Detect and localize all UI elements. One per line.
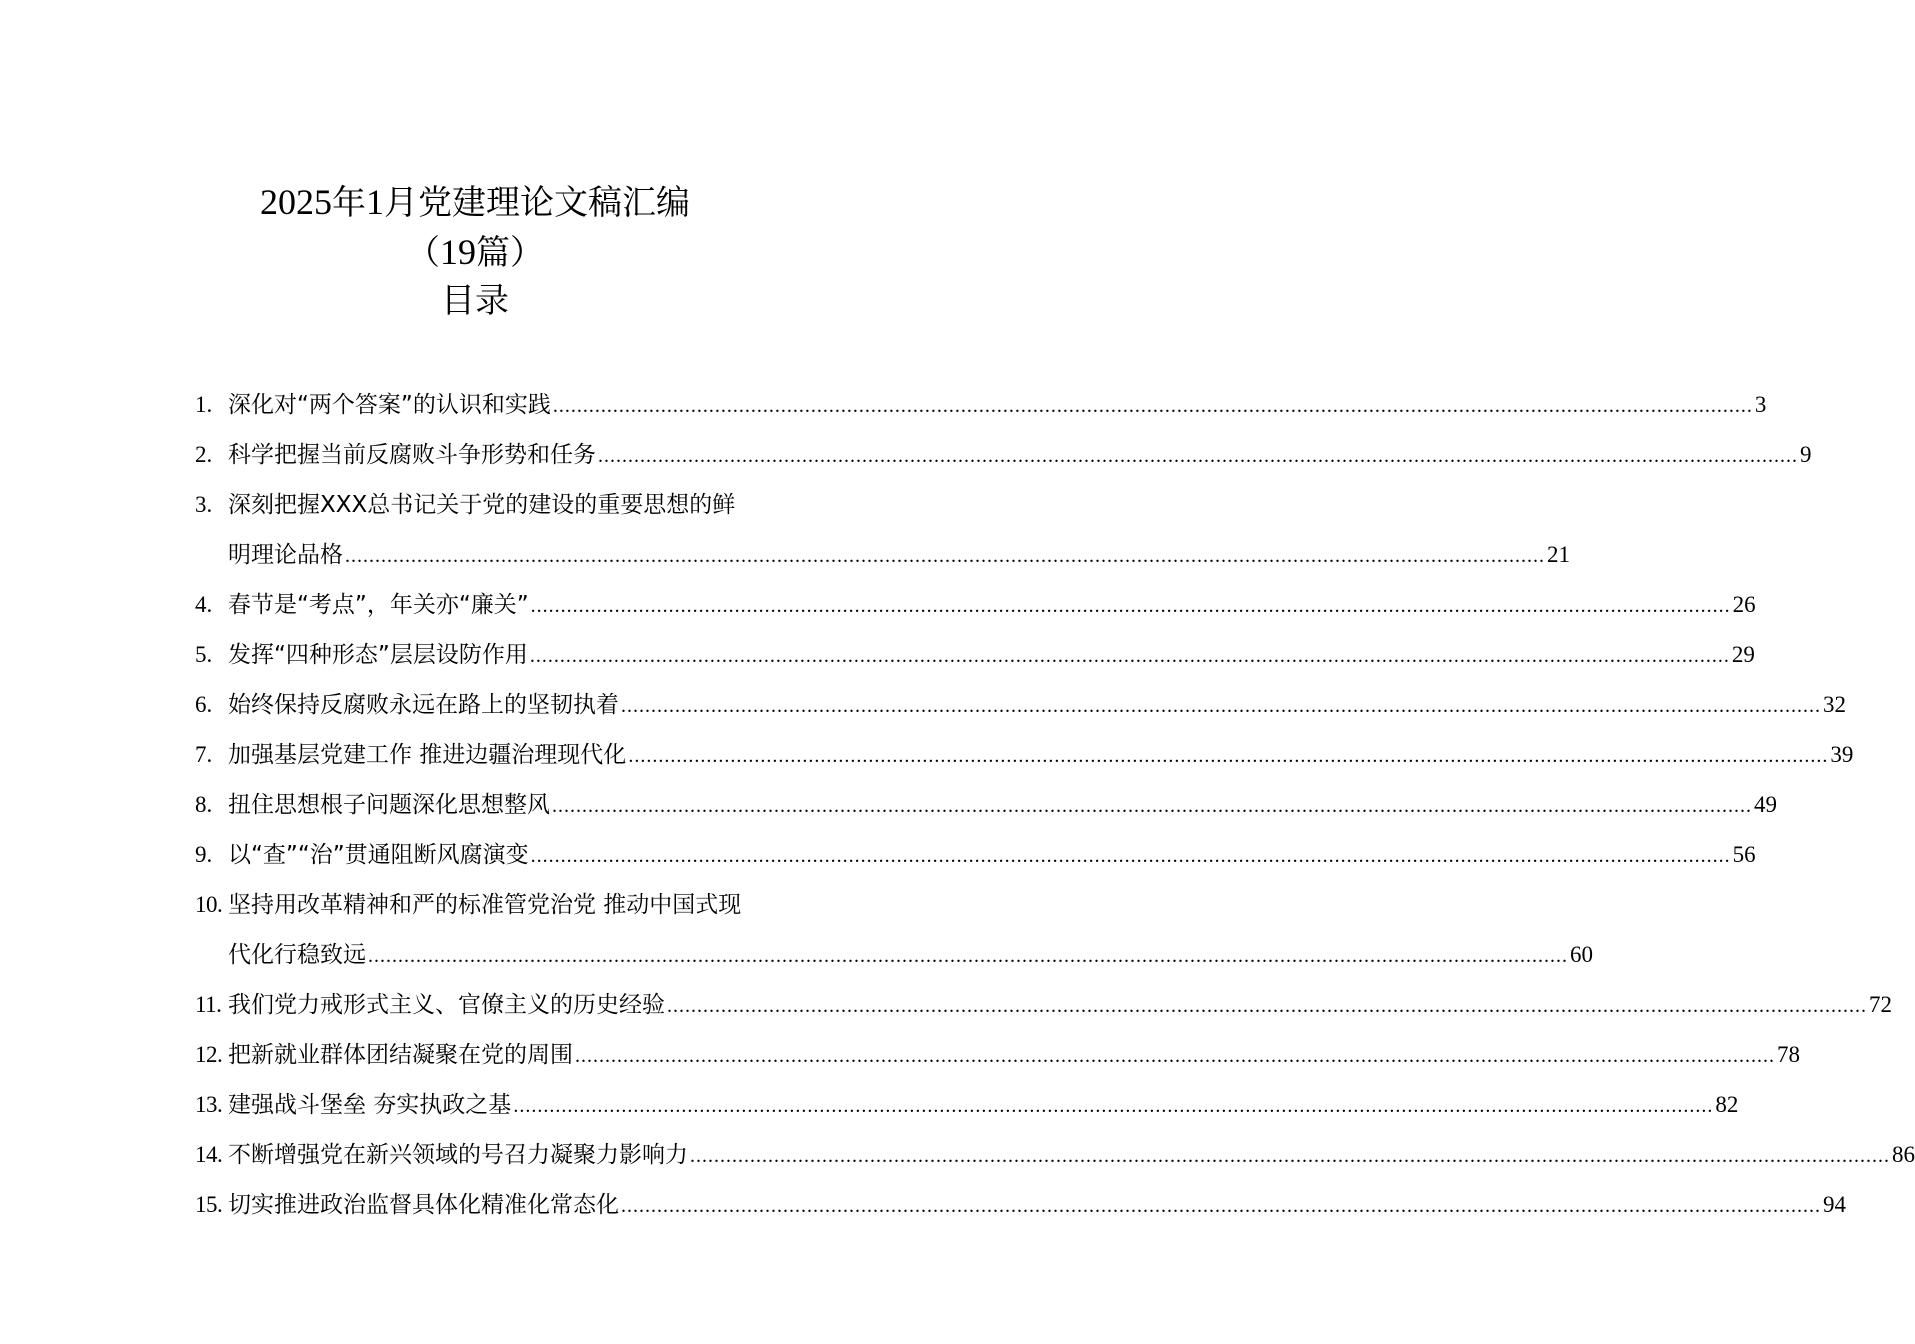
toc-entry-line xyxy=(195,980,1892,1030)
toc-entry[interactable] xyxy=(195,730,1854,780)
toc-entry-line xyxy=(195,1080,1739,1130)
toc-entry-number: 1. xyxy=(195,392,213,417)
toc-page-number: 56 xyxy=(1732,842,1756,867)
toc-entry-number: 12. xyxy=(195,1042,223,1067)
toc-entry-line xyxy=(195,480,805,530)
toc-entry-title: 坚持用改革精神和严的标准管党治党 推动中国式现 xyxy=(228,892,742,918)
toc-page-number: 32 xyxy=(1823,692,1846,717)
toc-entry[interactable] xyxy=(195,1030,1800,1080)
toc-page-number: 26 xyxy=(1732,592,1756,617)
toc-page-number: 72 xyxy=(1869,992,1892,1017)
toc-dot-leader: ........................................................................................................................................................................................................ xyxy=(667,995,1867,1017)
toc-entry[interactable] xyxy=(195,630,1755,680)
toc-dot-leader: ........................................................................................................................................................................................................ xyxy=(598,445,1798,467)
toc-entry-line xyxy=(195,1030,1800,1080)
toc-page-number: 60 xyxy=(1570,942,1593,967)
toc-heading: 目录 xyxy=(441,281,509,321)
toc-dot-leader: ........................................................................................................................................................................................................ xyxy=(621,695,1821,717)
toc-entry-number: 9. xyxy=(195,842,213,867)
toc-entry-line xyxy=(195,580,1756,630)
toc-entry-line xyxy=(195,430,1812,480)
toc-entry-number: 4. xyxy=(195,592,213,617)
toc-entry-number: 7. xyxy=(195,742,213,767)
title-year: 2025 xyxy=(260,182,332,222)
toc-entry[interactable] xyxy=(195,1130,1915,1180)
toc-dot-leader: ........................................................................................................................................................................................................ xyxy=(530,845,1731,867)
subtitle-count: 19 xyxy=(440,232,476,272)
toc-entry-line xyxy=(195,780,1777,830)
toc-entry-number: 14. xyxy=(195,1142,223,1167)
document-subtitle xyxy=(0,232,950,273)
toc-page-number: 39 xyxy=(1830,742,1854,767)
toc-entry-line xyxy=(195,1130,1915,1180)
toc-entry-number: 3. xyxy=(195,492,213,517)
toc-dot-leader: ........................................................................................................................................................................................................ xyxy=(529,645,1730,667)
toc-entry-title: 深刻把握XXX总书记关于党的建设的重要思想的鲜 xyxy=(228,492,736,518)
toc-dot-leader: ........................................................................................................................................................................................................ xyxy=(628,745,1829,767)
toc-dot-leader: ........................................................................................................................................................................................................ xyxy=(513,1095,1714,1117)
toc-dot-leader: ........................................................................................................................................................................................................ xyxy=(552,795,1752,817)
toc-entry[interactable] xyxy=(195,780,1777,830)
toc-entry-line xyxy=(195,1180,1846,1230)
toc-dot-leader: ........................................................................................................................................................................................................ xyxy=(575,1045,1775,1067)
toc-entry-number: 11. xyxy=(195,992,222,1017)
toc-entry-title: 始终保持反腐败永远在路上的坚韧执着 xyxy=(228,692,619,718)
toc-entry-title: 把新就业群体团结凝聚在党的周围 xyxy=(228,1042,573,1068)
toc-entry-line xyxy=(195,880,805,930)
subtitle-open-paren: （ xyxy=(406,233,440,273)
toc-dot-leader: ........................................................................................................................................................................................................ xyxy=(368,945,1568,967)
toc-entry-title: 扭住思想根子问题深化思想整风 xyxy=(228,792,550,818)
toc-page-number: 78 xyxy=(1777,1042,1800,1067)
toc-entry-line xyxy=(195,830,1756,880)
toc-entry[interactable] xyxy=(195,830,1756,880)
toc-entry[interactable] xyxy=(195,1180,1846,1230)
toc-page-number: 49 xyxy=(1754,792,1777,817)
toc-entry-title: 春节是“考点”，年关亦“廉关” xyxy=(228,592,529,618)
toc-entry[interactable] xyxy=(195,680,1846,730)
toc-entry-title: 深化对“两个答案”的认识和实践 xyxy=(228,392,551,418)
toc-entry-number: 10. xyxy=(195,892,223,917)
toc-entry-number: 13. xyxy=(195,1092,223,1117)
toc-entry[interactable] xyxy=(195,580,1756,630)
toc-entry-title: 科学把握当前反腐败斗争形势和任务 xyxy=(228,442,596,468)
toc-entry-number: 8. xyxy=(195,792,213,817)
toc-entry-title: 发挥“四种形态”层层设防作用 xyxy=(228,642,528,668)
toc-entry-line xyxy=(195,930,1593,980)
toc-dot-leader: ........................................................................................................................................................................................................ xyxy=(621,1195,1821,1217)
toc-entry-title: 切实推进政治监督具体化精准化常态化 xyxy=(228,1192,619,1218)
toc-entry-line xyxy=(195,680,1846,730)
title-year-suffix: 年 xyxy=(332,183,366,223)
toc-entry-title: 代化行稳致远 xyxy=(228,942,366,968)
toc-entry-title: 明理论品格 xyxy=(228,542,343,568)
toc-dot-leader: ........................................................................................................................................................................................................ xyxy=(690,1145,1890,1167)
toc-page-number: 86 xyxy=(1892,1142,1915,1167)
toc-entry[interactable] xyxy=(195,430,1812,480)
toc-entry[interactable] xyxy=(195,980,1892,1030)
toc-page-number: 9 xyxy=(1800,442,1812,467)
toc-page-number: 82 xyxy=(1715,1092,1739,1117)
toc-page-number: 94 xyxy=(1823,1192,1846,1217)
subtitle-close: 篇） xyxy=(476,233,544,273)
toc-page-number: 21 xyxy=(1547,542,1570,567)
toc-dot-leader: ........................................................................................................................................................................................................ xyxy=(552,395,1753,417)
toc-page-number: 3 xyxy=(1754,392,1767,417)
toc-entry[interactable] xyxy=(195,480,1570,580)
toc-entry-title: 建强战斗堡垒 夯实执政之基 xyxy=(228,1092,512,1118)
toc-entry-number: 15. xyxy=(195,1192,223,1217)
toc-dot-leader: ........................................................................................................................................................................................................ xyxy=(345,545,1545,567)
toc-dot-leader: ........................................................................................................................................................................................................ xyxy=(530,595,1731,617)
toc-entry-line xyxy=(195,630,1755,680)
toc-page-number: 29 xyxy=(1731,642,1755,667)
title-month: 1 xyxy=(366,182,384,222)
toc-entry-title: 我们党力戒形式主义、官僚主义的历史经验 xyxy=(228,992,665,1018)
document-title xyxy=(0,182,950,223)
toc-entry-line xyxy=(195,380,1767,430)
toc-entry-number: 5. xyxy=(195,642,213,667)
toc-entry-title: 以“查”“治”贯通阻断风腐演变 xyxy=(228,842,529,868)
toc-entry[interactable] xyxy=(195,380,1767,430)
toc-entry-line xyxy=(195,530,1570,580)
toc-entry-number: 2. xyxy=(195,442,213,467)
toc-entry[interactable] xyxy=(195,880,1593,980)
toc-entry-number: 6. xyxy=(195,692,213,717)
table-of-contents xyxy=(195,380,1915,1230)
toc-entry-title: 不断增强党在新兴领域的号召力凝聚力影响力 xyxy=(228,1142,688,1168)
title-main-text: 月党建理论文稿汇编 xyxy=(384,183,690,223)
toc-entry[interactable] xyxy=(195,1080,1739,1130)
toc-entry-line xyxy=(195,730,1854,780)
toc-entry-title: 加强基层党建工作 推进边疆治理现代化 xyxy=(228,742,627,768)
